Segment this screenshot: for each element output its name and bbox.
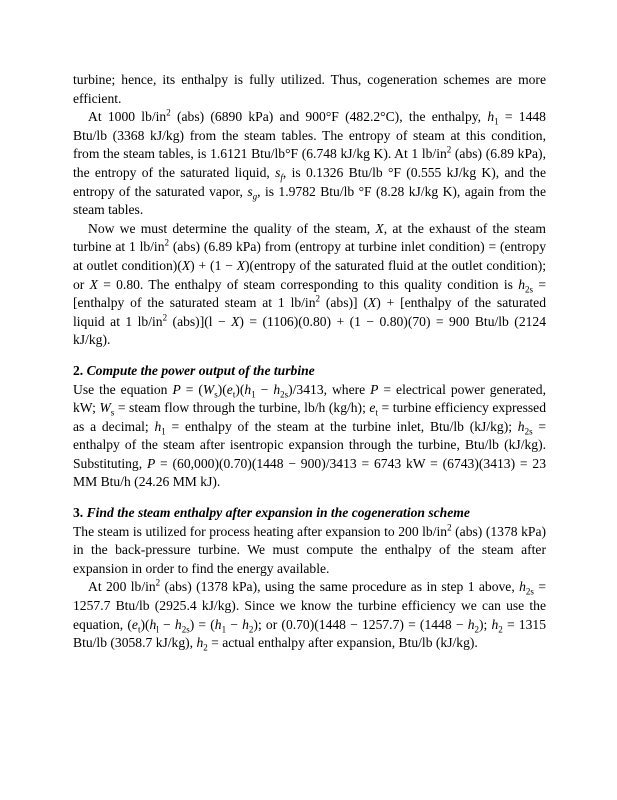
section-heading-steam-enthalpy: 3. Find the steam enthalpy after expansion in the cogeneration scheme	[73, 505, 470, 521]
paragraph-process-heating: The steam is utilized for process heating after expansion to 200 $lb/in^2$ (abs) (1378 kPa) in the back-pressure turbine. We must compute the enthalpy of the steam after expansion in order to find the energy available.	[73, 522, 547, 576]
paragraph-power-output: Use the equation $P = (W_s)(e_t)(h_1 - h_{2s})/3413$, where P = electrical power generated, kW; $W_s$ = steam flow through the turbine, lb/h (kg/h); $e_t$ = turbine efficiency expressed as a decimal; $h_1$ = enthalpy of the steam at the turbine inlet, Btu/lb (kJ/kg); $h_{2s}$ = enthalpy of the steam after isentropic expansion through the turbine, Btu/lb (kJ/kg). Substituting, P = (60,000)(0.70)(1448 − 900)/3413 = 6743 kW = (6743)(3413) = 23 MM Btu/h (24.26 MM kJ).	[73, 381, 547, 490]
section-heading-power-output: 2. Compute the power output of the turbine	[73, 362, 315, 378]
document-page	[73, 71, 546, 653]
paragraph-inlet-conditions: At 1000 $lb/in^2$ (abs) (6890 kPa) and 900°F (482.2°C), the enthalpy, $h_1 = 1448$ Btu/lb (3368 kJ/kg) from the steam tables. The entropy of steam at this condition, from the steam tables, is 1.6121 Btu/lb°F (6.748 kJ/kg K). At 1 $lb/in^2$ (abs) (6.89 kPa), the entropy of the saturated liquid, $s_f$, is 0.1326 Btu/lb °F (0.555 kJ/kg K), and the entropy of the saturated vapor, $s_g$, is 1.9782 Btu/lb °F (8.28 kJ/kg K), again from the steam tables.	[73, 107, 547, 218]
paragraph-actual-enthalpy: At 200 $lb/in^2$ (abs) (1378 kPa), using the same procedure as in step 1 above, $h_{2s} = 1257.7$ Btu/lb (2925.4 kJ/kg). Since we know the turbine efficiency we can use the equation, $(e_t)(h_l - h_{2s}) = (h_1 - h_2)$; or $(0.70)(1448 - 1257.7) = (1448 - h_2)$; $h_2 = 1315$ Btu/lb (3058.7 kJ/kg), $h_2$ = actual enthalpy after expansion, Btu/lb (kJ/kg).	[73, 577, 546, 653]
paragraph-steam-quality: Now we must determine the quality of the steam, X, at the exhaust of the steam turbine at 1 $lb/in^2$ (abs) (6.89 kPa) from (entropy at turbine inlet condition) = (entropy at outlet condition)(X) + (1 − X)(entropy of the saturated fluid at the outlet condition); or X = 0.80. The enthalpy of steam corresponding to this quality condition is $h_{2s}$ = [enthalpy of the saturated steam at 1 $lb/in^2$ (abs)] (X) + [enthalpy of the saturated liquid at 1 $lb/in^2$ (abs)](l − X) = (1106)(0.80) + (1 − 0.80)(70) = 900 Btu/lb (2124 kJ/kg).	[73, 220, 547, 348]
paragraph-intro: turbine; hence, its enthalpy is fully utilized. Thus, cogeneration schemes are more efficient.	[73, 72, 546, 106]
